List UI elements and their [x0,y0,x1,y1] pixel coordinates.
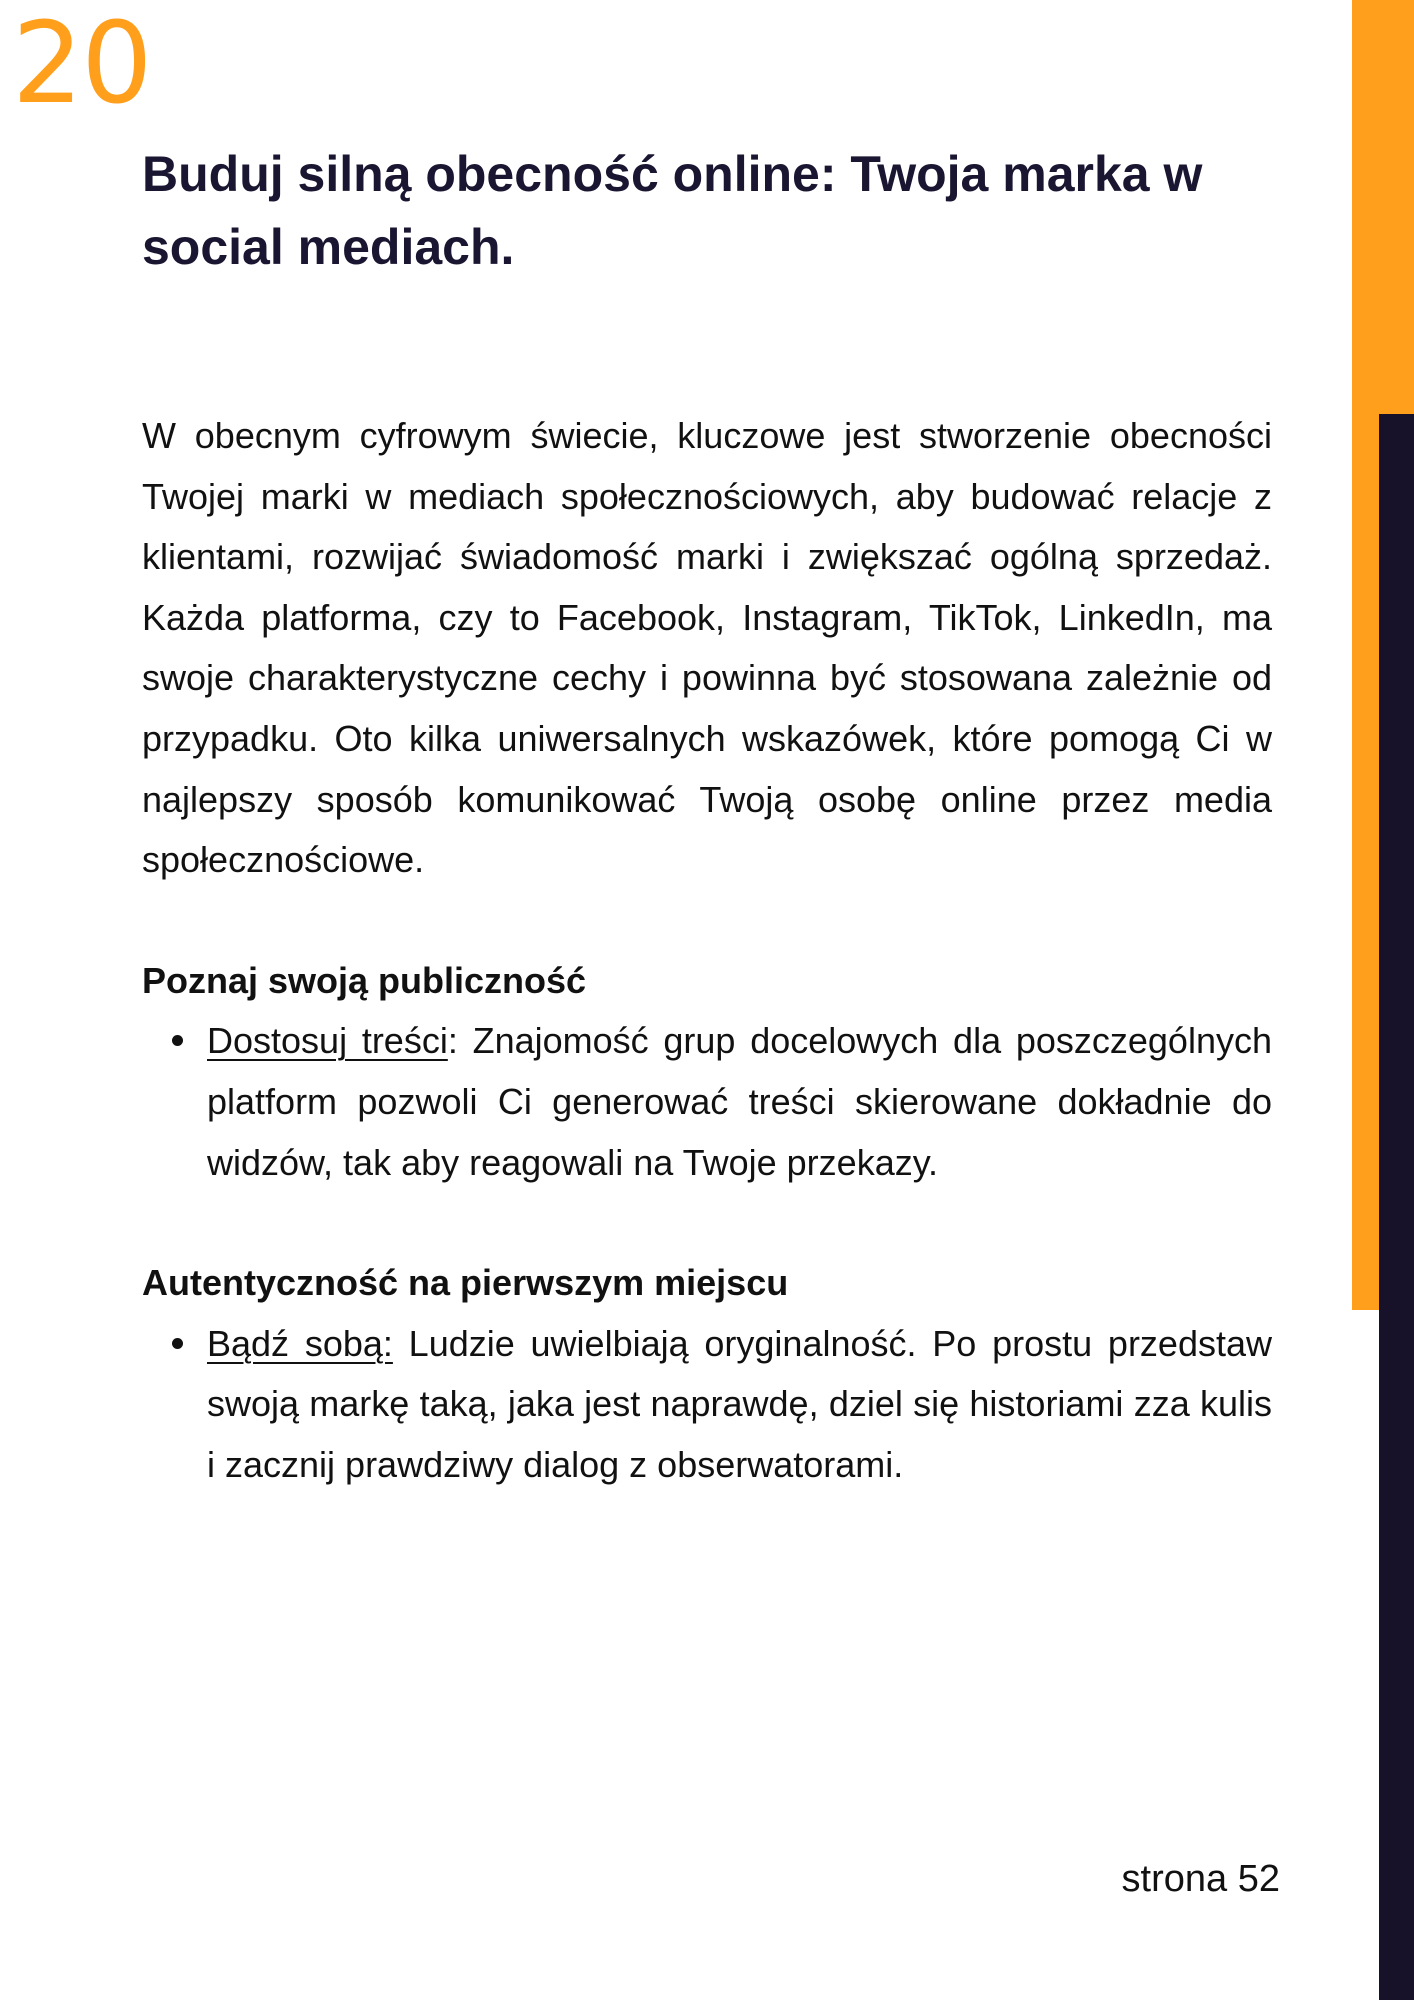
bullet-list-audience [142,1011,1272,1193]
bullet-dot-icon [172,1035,183,1046]
bullet-term: Bądź sobą: [207,1322,393,1364]
bullet-text: : Znajomość grup docelowych dla poszczególnych platform pozwoli Ci generować treści skierowane dokładnie do widzów, tak aby reagowali na Twoje przekazy. [207,1020,1272,1183]
page-content [142,406,1272,1496]
dark-accent-bar [1379,414,1414,2000]
bullet-dot-icon [172,1338,183,1349]
page-number: strona 52 [1121,1858,1280,1900]
section-heading-authenticity: Autentyczność na pierwszym miejscu [142,1262,789,1304]
section-heading-audience: Poznaj swoją publiczność [142,959,587,1001]
intro-paragraph: W obecnym cyfrowym świecie, kluczowe jest stworzenie obecności Twojej marki w mediach społecznościowych, aby budować relacje z klientami, rozwijać świadomość marki i zwiększać ogólną sprzedaż. Każda platforma, czy to Facebook, Instagram, TikTok, LinkedIn, ma swoje charakterystyczne cechy i powinna być stosowana zależnie od przypadku. Oto kilka uniwersalnych wskazówek, które pomogą Ci w najlepszy sposób komunikować Twoją osobę online przez media społecznościowe. [142,415,1272,881]
bullet-text: Ludzie uwielbiają oryginalność. Po prostu przedstaw swoją markę taką, jaka jest naprawdę, dziel się historiami zza kulis i zacznij prawdziwy dialog z obserwatorami. [207,1322,1272,1485]
page-title: Buduj silną obecność online: Twoja marka w social mediach. [142,146,1203,275]
bullet-list-authenticity [142,1314,1272,1496]
bullet-term: Dostosuj treści [207,1020,448,1062]
list-item [142,1314,1272,1496]
list-item [142,1011,1272,1193]
chapter-number: 20 [12,0,151,129]
